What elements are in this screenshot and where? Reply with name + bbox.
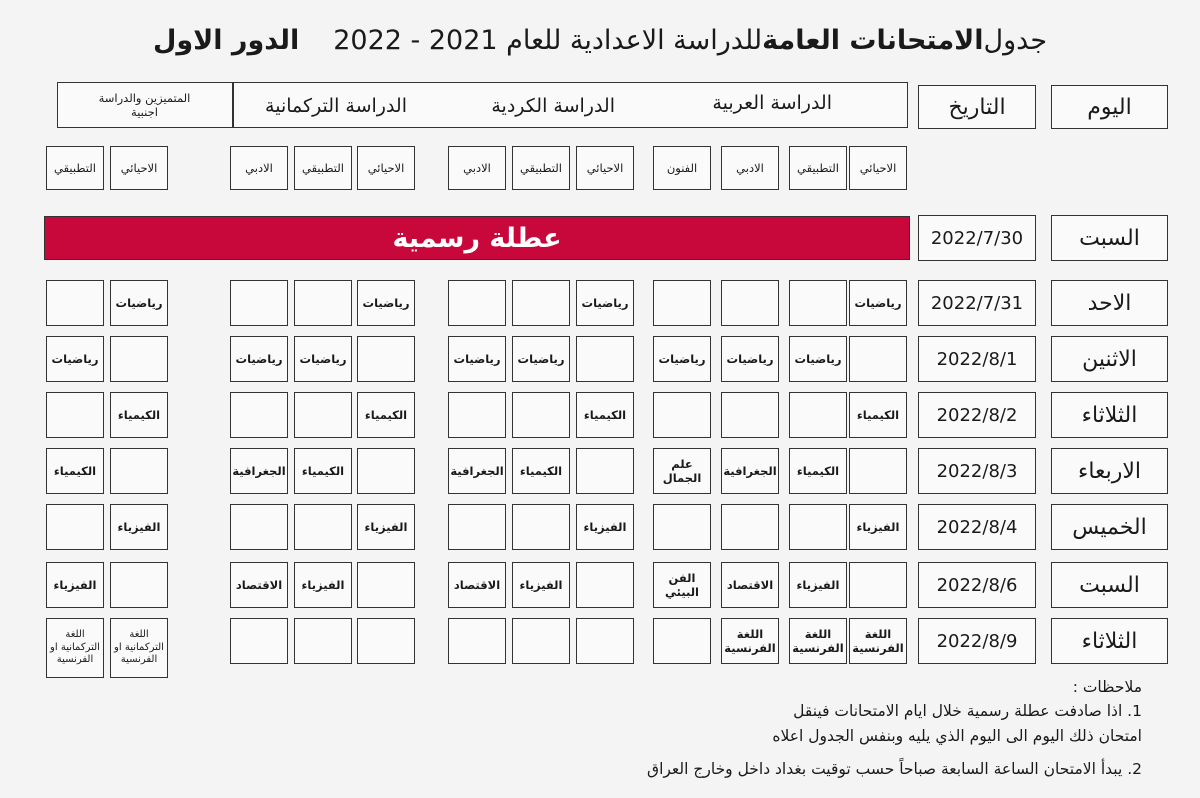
cell-arabic-3 [653, 280, 711, 326]
cell-kurdish-2: الاقتصاد [448, 562, 506, 608]
subheader-distinguished-0: الاحيائي [110, 146, 168, 190]
row-day: الثلاثاء [1051, 392, 1168, 438]
cell-arabic-0: اللغة الفرنسية [849, 618, 907, 664]
cell-distinguished-0: اللغة التركمانية او الفرنسية [110, 618, 168, 678]
cell-turkmen-1 [294, 392, 352, 438]
row-date: 2022/8/9 [918, 618, 1036, 664]
cell-arabic-2 [721, 280, 779, 326]
cell-arabic-0: الكيمياء [849, 392, 907, 438]
cell-arabic-3: الفن البيئي [653, 562, 711, 608]
cell-distinguished-1: اللغة التركمانية او الفرنسية [46, 618, 104, 678]
title-part1: جدول [983, 24, 1048, 56]
header-turkmen: الدراسة التركمانية [265, 95, 407, 117]
cell-arabic-2: رياضيات [721, 336, 779, 382]
cell-distinguished-1 [46, 280, 104, 326]
row-date: 2022/8/3 [918, 448, 1036, 494]
cell-arabic-3 [653, 504, 711, 550]
header-distinguished [57, 82, 232, 128]
cell-arabic-2: الاقتصاد [721, 562, 779, 608]
subheader-turkmen-2: الادبي [230, 146, 288, 190]
cell-kurdish-1 [512, 280, 570, 326]
cell-kurdish-1 [512, 504, 570, 550]
cell-arabic-1 [789, 392, 847, 438]
cell-distinguished-1: رياضيات [46, 336, 104, 382]
cell-arabic-0 [849, 336, 907, 382]
subheader-kurdish-1: التطبيقي [512, 146, 570, 190]
cell-arabic-0: الفيزياء [849, 504, 907, 550]
holiday-date [918, 215, 1036, 261]
cell-kurdish-2 [448, 392, 506, 438]
holiday-banner [44, 216, 910, 260]
notes-line2: امتحان ذلك اليوم الى اليوم الذي يليه وبنفس الجدول اعلاه [772, 727, 1142, 745]
cell-arabic-2 [721, 504, 779, 550]
cell-turkmen-1: الكيمياء [294, 448, 352, 494]
cell-turkmen-2: الاقتصاد [230, 562, 288, 608]
cell-kurdish-2: رياضيات [448, 336, 506, 382]
row-date: 2022/8/4 [918, 504, 1036, 550]
cell-turkmen-2 [230, 618, 288, 664]
cell-distinguished-1: الكيمياء [46, 448, 104, 494]
cell-turkmen-1: الفيزياء [294, 562, 352, 608]
header-distinguished-divider [232, 82, 234, 128]
subheader-arabic-1: التطبيقي [789, 146, 847, 190]
title-part2: الامتحانات العامة [762, 24, 984, 56]
cell-kurdish-2 [448, 618, 506, 664]
cell-kurdish-0 [576, 448, 634, 494]
cell-turkmen-0 [357, 448, 415, 494]
notes-line3: 2. يبدأ الامتحان الساعة السابعة صباحاً حسب توقيت بغداد داخل وخارج العراق [647, 760, 1142, 778]
header-kurdish: الدراسة الكردية [491, 95, 615, 117]
cell-distinguished-1 [46, 392, 104, 438]
cell-kurdish-2 [448, 504, 506, 550]
cell-kurdish-0 [576, 336, 634, 382]
cell-turkmen-2 [230, 280, 288, 326]
header-arabic: الدراسة العربية [712, 92, 832, 114]
subheader-arabic-0: الاحيائي [849, 146, 907, 190]
row-date: 2022/8/6 [918, 562, 1036, 608]
row-day: السبت [1051, 562, 1168, 608]
cell-arabic-1: رياضيات [789, 336, 847, 382]
cell-arabic-3 [653, 618, 711, 664]
cell-kurdish-0: الكيمياء [576, 392, 634, 438]
title-part3: للدراسة الاعدادية للعام 2021 - 2022 [333, 24, 763, 56]
cell-turkmen-1 [294, 504, 352, 550]
cell-arabic-1: الفيزياء [789, 562, 847, 608]
cell-arabic-0: رياضيات [849, 280, 907, 326]
cell-arabic-0 [849, 562, 907, 608]
row-day: الخميس [1051, 504, 1168, 550]
cell-distinguished-1 [46, 504, 104, 550]
holiday-day [1051, 215, 1168, 261]
cell-arabic-2 [721, 392, 779, 438]
cell-arabic-3: رياضيات [653, 336, 711, 382]
title-part4: الدور الاول [152, 24, 300, 56]
cell-distinguished-0: الفيزياء [110, 504, 168, 550]
subheader-turkmen-1: التطبيقي [294, 146, 352, 190]
cell-turkmen-1 [294, 280, 352, 326]
holiday-day-label: السبت [1079, 225, 1140, 251]
cell-kurdish-1: رياضيات [512, 336, 570, 382]
notes-line1: 1. اذا صادفت عطلة رسمية خلال ايام الامتحانات فينقل [793, 702, 1142, 720]
cell-arabic-1 [789, 280, 847, 326]
cell-arabic-2: اللغة الفرنسية [721, 618, 779, 664]
cell-kurdish-2 [448, 280, 506, 326]
header-day [1051, 85, 1168, 129]
cell-turkmen-1: رياضيات [294, 336, 352, 382]
header-day-label: اليوم [1087, 94, 1132, 120]
row-day: الاحد [1051, 280, 1168, 326]
cell-arabic-3 [653, 392, 711, 438]
cell-kurdish-1: الكيمياء [512, 448, 570, 494]
cell-turkmen-2: الجغرافية [230, 448, 288, 494]
header-date [918, 85, 1036, 129]
cell-kurdish-1 [512, 618, 570, 664]
row-day: الاثنين [1051, 336, 1168, 382]
row-day: الاربعاء [1051, 448, 1168, 494]
cell-turkmen-2 [230, 504, 288, 550]
cell-distinguished-0 [110, 336, 168, 382]
cell-distinguished-0 [110, 562, 168, 608]
cell-arabic-2: الجغرافية [721, 448, 779, 494]
header-distinguished-label: المتميزين والدراسة اجنبية [98, 90, 191, 119]
row-date: 2022/8/1 [918, 336, 1036, 382]
holiday-banner-label: عطلة رسمية [392, 222, 562, 254]
cell-distinguished-1: الفيزياء [46, 562, 104, 608]
subheader-kurdish-2: الادبي [448, 146, 506, 190]
cell-arabic-0 [849, 448, 907, 494]
cell-kurdish-0 [576, 562, 634, 608]
subheader-kurdish-0: الاحيائي [576, 146, 634, 190]
cell-turkmen-1 [294, 618, 352, 664]
cell-kurdish-1 [512, 392, 570, 438]
cell-turkmen-0 [357, 562, 415, 608]
row-date: 2022/7/31 [918, 280, 1036, 326]
cell-turkmen-0 [357, 618, 415, 664]
cell-turkmen-0: رياضيات [357, 280, 415, 326]
cell-turkmen-0: الفيزياء [357, 504, 415, 550]
cell-arabic-1: اللغة الفرنسية [789, 618, 847, 664]
subheader-arabic-3: الفنون [653, 146, 711, 190]
cell-arabic-1 [789, 504, 847, 550]
cell-turkmen-0 [357, 336, 415, 382]
cell-kurdish-0: رياضيات [576, 280, 634, 326]
subheader-turkmen-0: الاحيائي [357, 146, 415, 190]
cell-kurdish-0 [576, 618, 634, 664]
cell-arabic-3: علم الجمال [653, 448, 711, 494]
row-date: 2022/8/2 [918, 392, 1036, 438]
cell-kurdish-2: الجغرافية [448, 448, 506, 494]
holiday-date-label: 2022/7/30 [930, 227, 1024, 249]
subheader-arabic-2: الادبي [721, 146, 779, 190]
cell-turkmen-0: الكيمياء [357, 392, 415, 438]
cell-distinguished-0: الكيمياء [110, 392, 168, 438]
notes-heading: ملاحظات : [1072, 678, 1142, 696]
cell-kurdish-1: الفيزياء [512, 562, 570, 608]
row-day: الثلاثاء [1051, 618, 1168, 664]
cell-distinguished-0: رياضيات [110, 280, 168, 326]
cell-kurdish-0: الفيزياء [576, 504, 634, 550]
cell-arabic-1: الكيمياء [789, 448, 847, 494]
cell-turkmen-2 [230, 392, 288, 438]
cell-turkmen-2: رياضيات [230, 336, 288, 382]
cell-distinguished-0 [110, 448, 168, 494]
header-date-label: التاريخ [948, 94, 1006, 120]
page-title [60, 18, 1140, 62]
subheader-distinguished-1: التطبيقي [46, 146, 104, 190]
